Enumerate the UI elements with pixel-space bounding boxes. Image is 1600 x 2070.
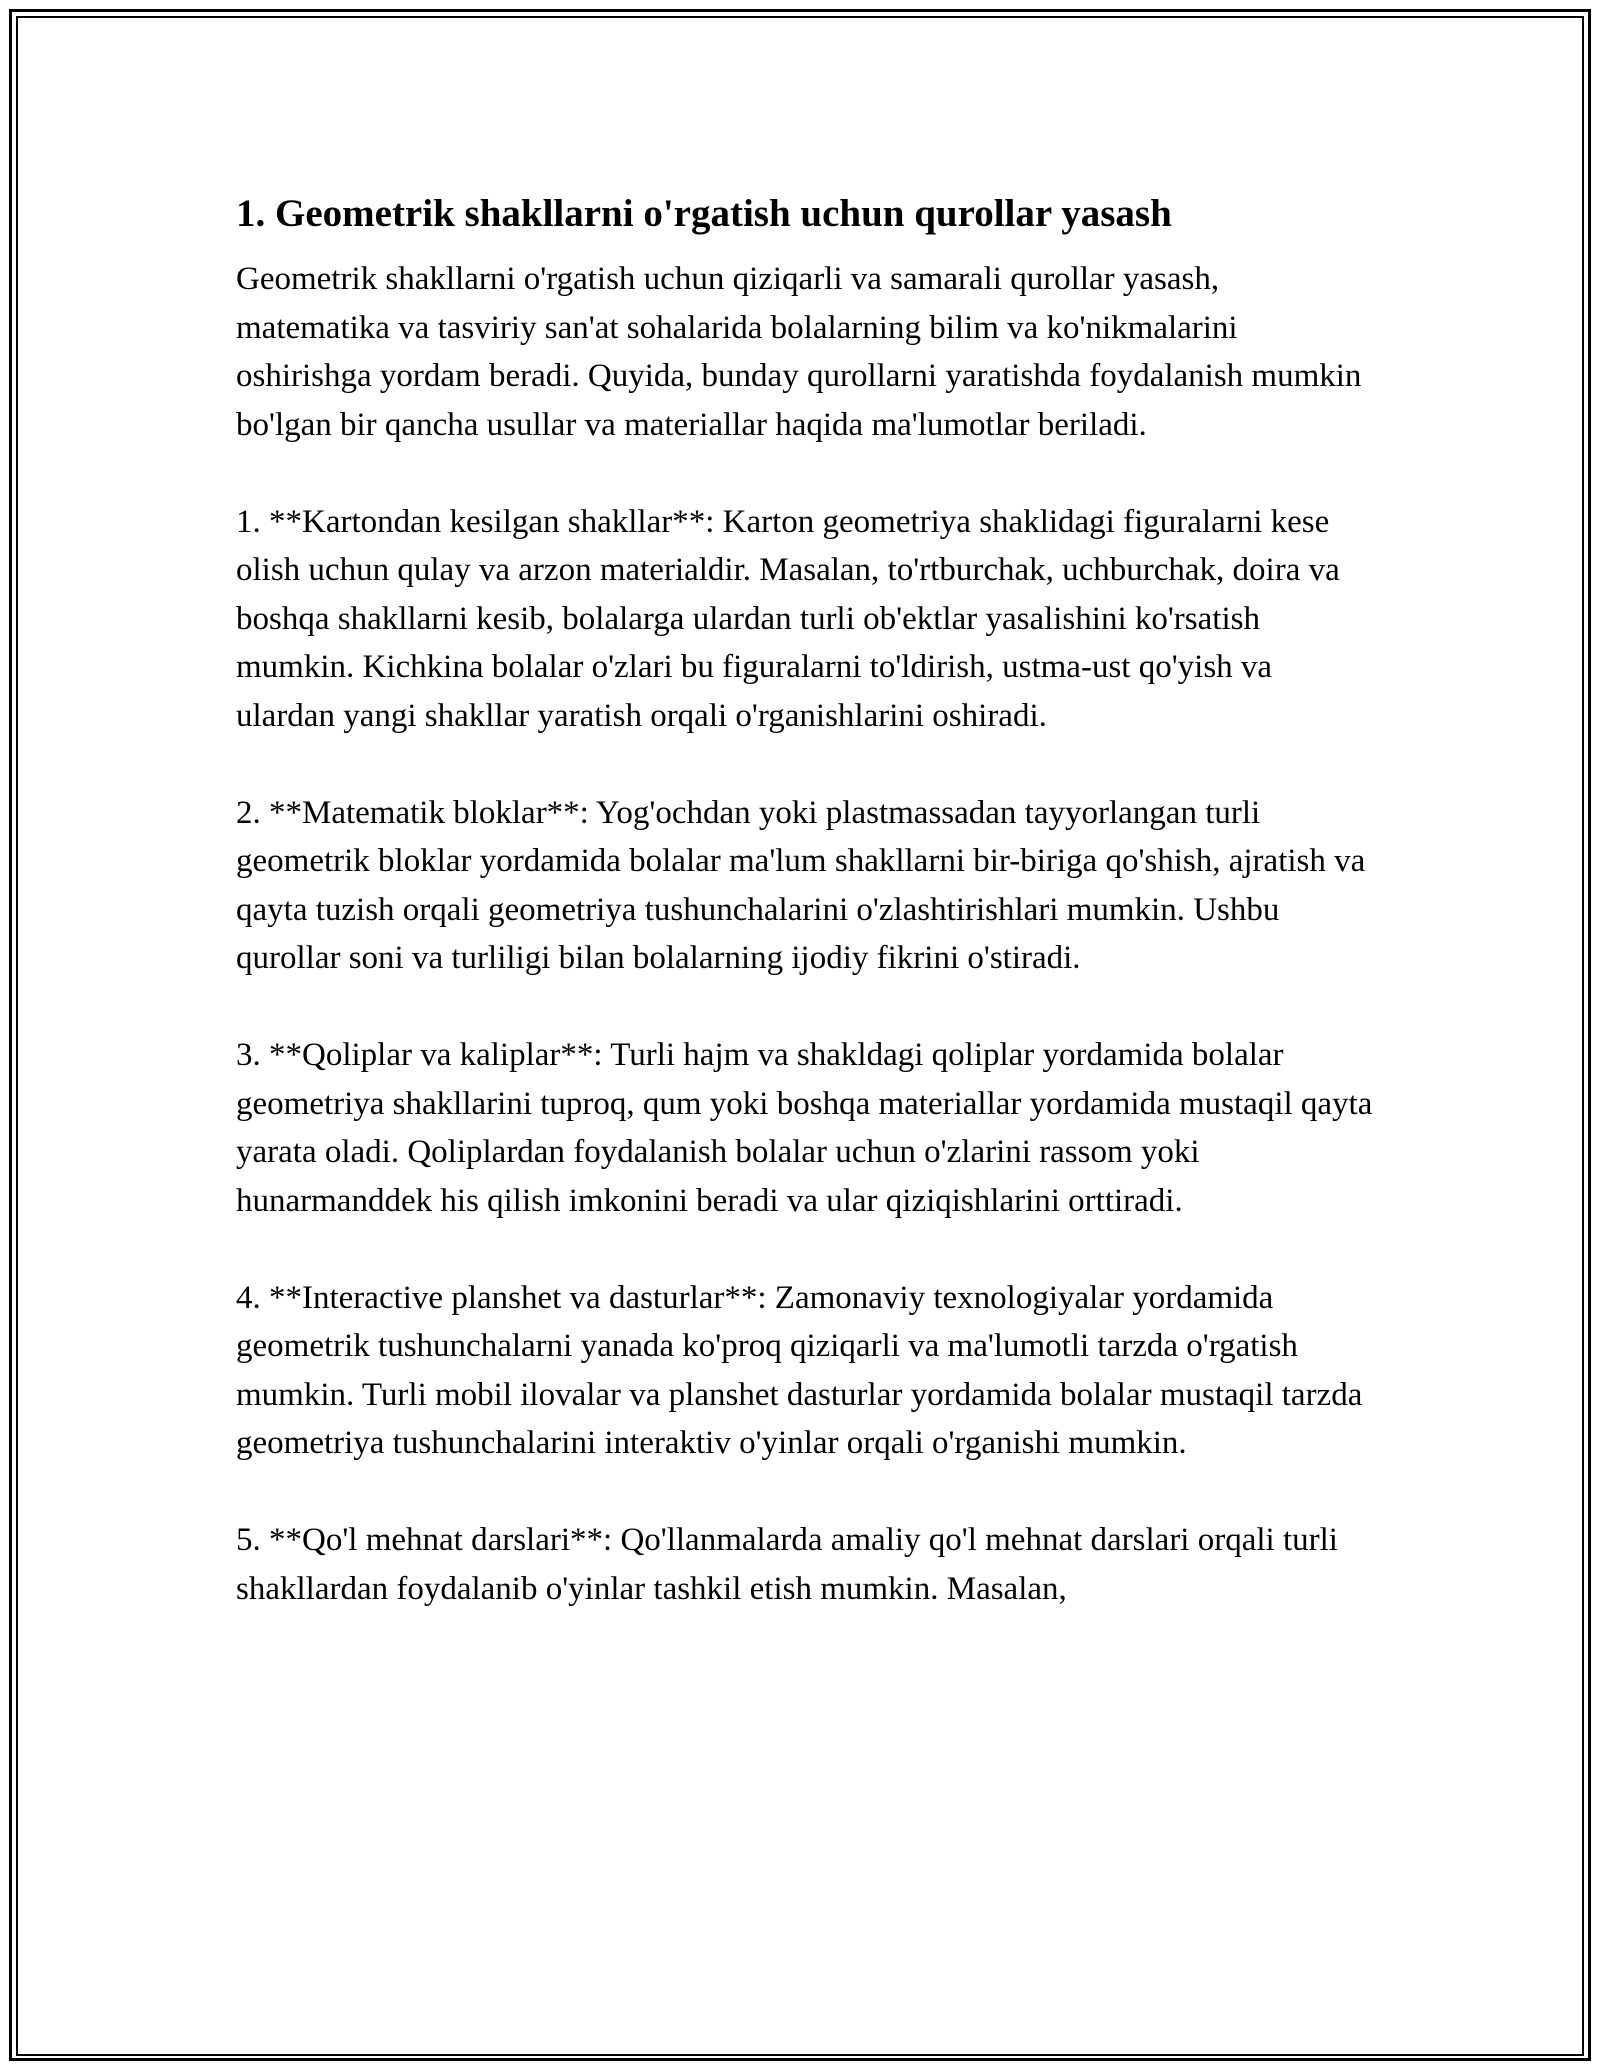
intro-paragraph: Geometrik shakllarni o'rgatish uchun qiziqarli va samarali qurollar yasash, matematika va tasviriy san'at sohalarida bolalarning bilim va ko'nikmalarini oshirishga yordam beradi. Quyida, bunday qurollarni yaratishda foydalanish mumkin bo'lgan bir qancha usullar va materiallar haqida ma'lumotlar beriladi. — [236, 261, 1362, 443]
page-title: 1. Geometrik shakllarni o'rgatish uchun qurollar yasash — [236, 192, 1172, 235]
document-body — [236, 185, 1376, 1662]
list-item-3: 3. **Qoliplar va kaliplar**: Turli hajm va shakldagi qoliplar yordamida bolalar geometriya shakllarini tuproq, qum yoki boshqa materiallar yordamida mustaqil qayta yarata oladi. Qoliplardan foydalanish bolalar uchun o'zlarini rassom yoki hunarmanddek his qilish imkonini beradi va ular qiziqishlarini orttiradi. — [236, 1037, 1373, 1219]
list-item-1: 1. **Kartondan kesilgan shakllar**: Karton geometriya shaklidagi figuralarni kese olish uchun qulay va arzon materialdir. Masalan, to'rtburchak, uchburchak, doira va boshqa shakllarni kesib, bolalarga ulardan turli ob'ektlar yasalishini ko'rsatish mumkin. Kichkina bolalar o'zlari bu figuralarni to'ldirish, ustma-ust qo'yish va ulardan yangi shakllar yaratish orqali o'rganishlarini oshiradi. — [236, 503, 1340, 734]
list-item-4: 4. **Interactive planshet va dasturlar**: Zamonaviy texnologiyalar yordamida geometrik tushunchalarni yanada ko'proq qiziqarli va ma'lumotli tarzda o'rgatish mumkin. Turli mobil ilovalar va planshet dasturlar yordamida bolalar mustaqil tarzda geometriya tushunchalarini interaktiv o'yinlar orqali o'rganishi mumkin. — [236, 1279, 1363, 1461]
list-item-5: 5. **Qo'l mehnat darslari**: Qo'llanmalarda amaliy qo'l mehnat darslari orqali turli shakllardan foydalanib o'yinlar tashkil etish mumkin. Masalan, — [236, 1522, 1338, 1607]
list-item-2: 2. **Matematik bloklar**: Yog'ochdan yoki plastmassadan tayyorlangan turli geometrik bloklar yordamida bolalar ma'lum shakllarni bir-biriga qo'shish, ajratish va qayta tuzish orqali geometriya tushunchalarini o'zlashtirishlari mumkin. Ushbu qurollar soni va turliligi bilan bolalarning ijodiy fikrini o'stiradi. — [236, 794, 1366, 976]
